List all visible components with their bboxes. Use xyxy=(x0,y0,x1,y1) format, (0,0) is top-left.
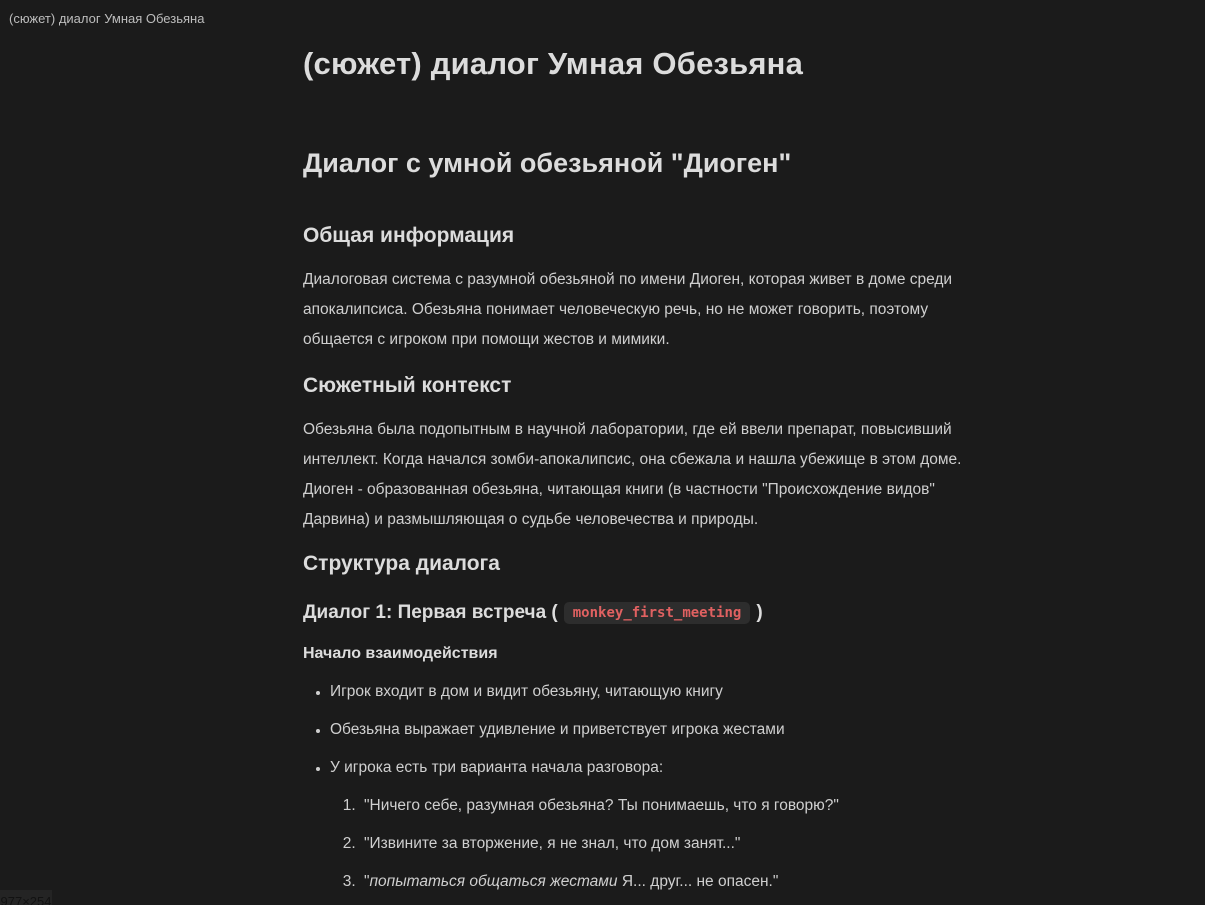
tab-title[interactable]: (сюжет) диалог Умная Обезьяна xyxy=(9,11,205,26)
heading-interaction-start: Начало взаимодействия xyxy=(303,645,498,662)
heading-dialog-structure: Структура диалога xyxy=(303,552,500,575)
numbered-list-conversation-options xyxy=(303,794,977,893)
list-item: • Обезьяна выражает удивление и приветствует игрока жестами xyxy=(330,718,977,741)
heading-dialog-title: Диалог с умной обезьяной "Диоген" xyxy=(303,148,792,178)
paragraph-plot-context: Обезьяна была подопытным в научной лаборатории, где ей ввели препарат, повысивший интеллект. Когда начался зомби-апокалипсис, она сбежала и нашла убежище в этом доме. Диоген - образованная обезьяна, читающая книги (в частности "Происхождение видов" Дарвина) и размышляющая о судьбе человечества и природы. xyxy=(303,421,962,528)
heading-general-info: Общая информация xyxy=(303,224,515,247)
list-item: • Игрок входит в дом и видит обезьяну, читающую книгу xyxy=(330,680,977,703)
code-chip-monkey-first-meeting: monkey_first_meeting xyxy=(564,602,751,624)
paragraph-general-info: Диалоговая система с разумной обезьяной по имени Диоген, которая живет в доме среди апокалипсиса. Обезьяна понимает человеческую речь, но не может говорить, поэтому общается с игроком при помощи жестов и мимики. xyxy=(303,271,953,348)
list-item: 3. "попытаться общаться жестами Я... друг... не опасен." xyxy=(360,870,977,893)
heading-plot-context: Сюжетный контекст xyxy=(303,374,512,397)
list-item: 1. "Ничего себе, разумная обезьяна? Ты понимаешь, что я говорю?" xyxy=(360,794,977,817)
option-3-italic-action: попытаться общаться жестами xyxy=(369,873,618,890)
heading-dialog-1 xyxy=(303,602,977,624)
document-inline-title: (сюжет) диалог Умная Обезьяна xyxy=(303,46,804,81)
list-item: • У игрока есть три варианта начала разговора: xyxy=(330,756,977,779)
status-size-indicator: 977×254 xyxy=(0,890,52,905)
heading-dialog-1-close: ) xyxy=(756,602,763,623)
bullet-list-interaction xyxy=(303,680,977,779)
list-item: 2. "Извините за вторжение, я не знал, что дом занят..." xyxy=(360,832,977,855)
heading-dialog-1-text: Диалог 1: Первая встреча ( xyxy=(303,602,558,623)
document-reading-view xyxy=(303,0,977,905)
